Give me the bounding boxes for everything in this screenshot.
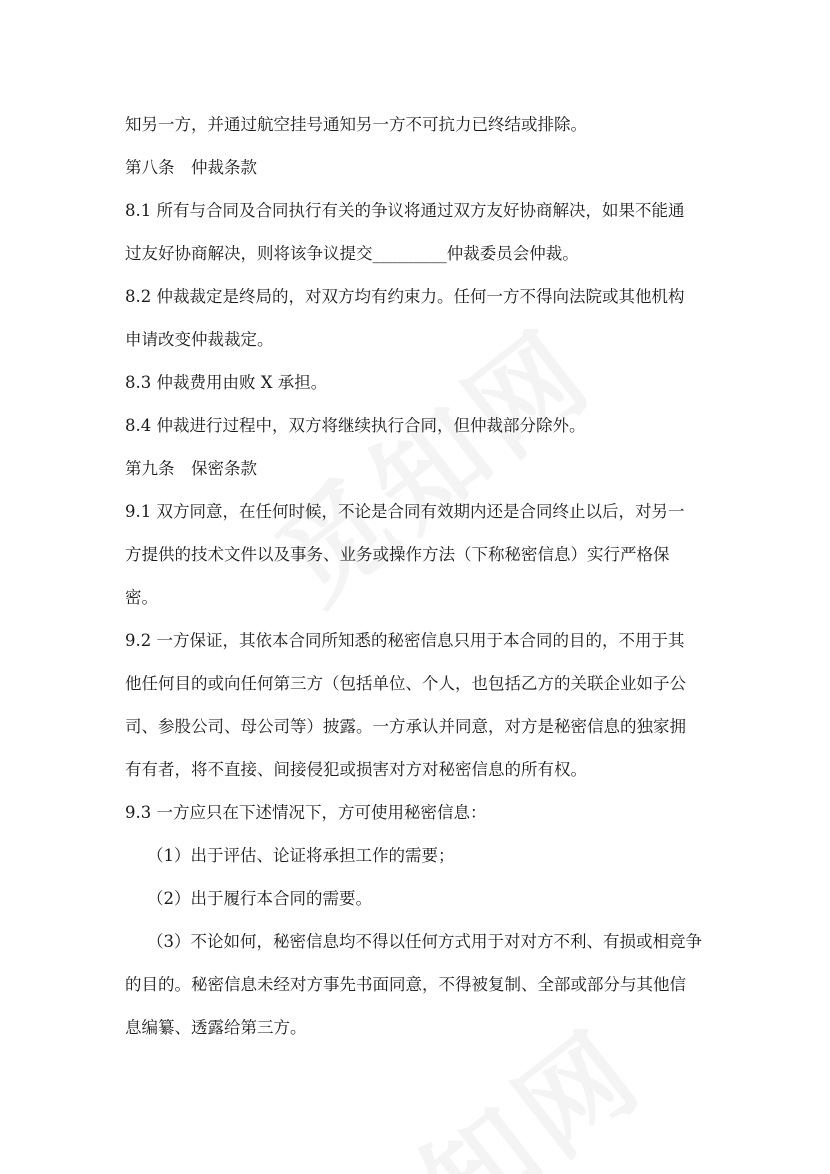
text-line: 知另一方，并通过航空挂号通知另一方不可抗力已终结或排除。 <box>125 115 587 134</box>
text-line: 8.1 所有与合同及合同执行有关的争议将通过双方友好协商解决，如果不能通 <box>125 201 685 220</box>
text-line: 息编纂、透露给第三方。 <box>125 1018 307 1037</box>
list-item: （2）出于履行本合同的需要。 <box>147 889 372 908</box>
section-heading: 第八条 仲裁条款 <box>125 158 257 177</box>
text-line: 的目的。秘密信息未经对方事先书面同意，不得被复制、全部或部分与其他信 <box>125 975 686 994</box>
text-line: 8.4 仲裁进行过程中，双方将继续执行合同，但仲裁部分除外。 <box>125 416 586 435</box>
text-line: 9.1 双方同意，在任何时候，不论是合同有效期内还是合同终止以后，对另一 <box>125 502 685 521</box>
text-line: 过友好协商解决，则将该争议提交_________仲裁委员会仲裁。 <box>125 244 579 263</box>
text-line: 9.3 一方应只在下述情况下，方可使用秘密信息： <box>125 803 487 822</box>
text-line: 8.3 仲裁费用由败 X 承担。 <box>125 373 328 392</box>
text-line: 8.2 仲裁裁定是终局的，对双方均有约束力。任何一方不得向法院或其他机构 <box>125 287 685 306</box>
text-line: 9.2 一方保证，其依本合同所知悉的秘密信息只用于本合同的目的，不用于其 <box>125 631 685 650</box>
text-line: 密。 <box>125 588 158 607</box>
list-item: （1）出于评估、论证将承担工作的需要； <box>147 846 455 865</box>
section-heading: 第九条 保密条款 <box>125 459 257 478</box>
text-line: 方提供的技术文件以及事务、业务或操作方法（下称秘密信息）实行严格保 <box>125 545 670 564</box>
text-line: 司、参股公司、母公司等）披露。一方承认并同意，对方是秘密信息的独家拥 <box>125 717 686 736</box>
text-line: 申请改变仲裁裁定。 <box>125 330 274 349</box>
list-item: （3）不论如何，秘密信息均不得以任何方式用于对对方不利、有损或相竞争 <box>147 932 702 951</box>
document-body <box>125 103 715 1049</box>
text-line: 他任何目的或向任何第三方（包括单位、个人，也包括乙方的关联企业如子公 <box>125 674 686 693</box>
text-line: 有有者，将不直接、间接侵犯或损害对方对秘密信息的所有权。 <box>125 760 587 779</box>
